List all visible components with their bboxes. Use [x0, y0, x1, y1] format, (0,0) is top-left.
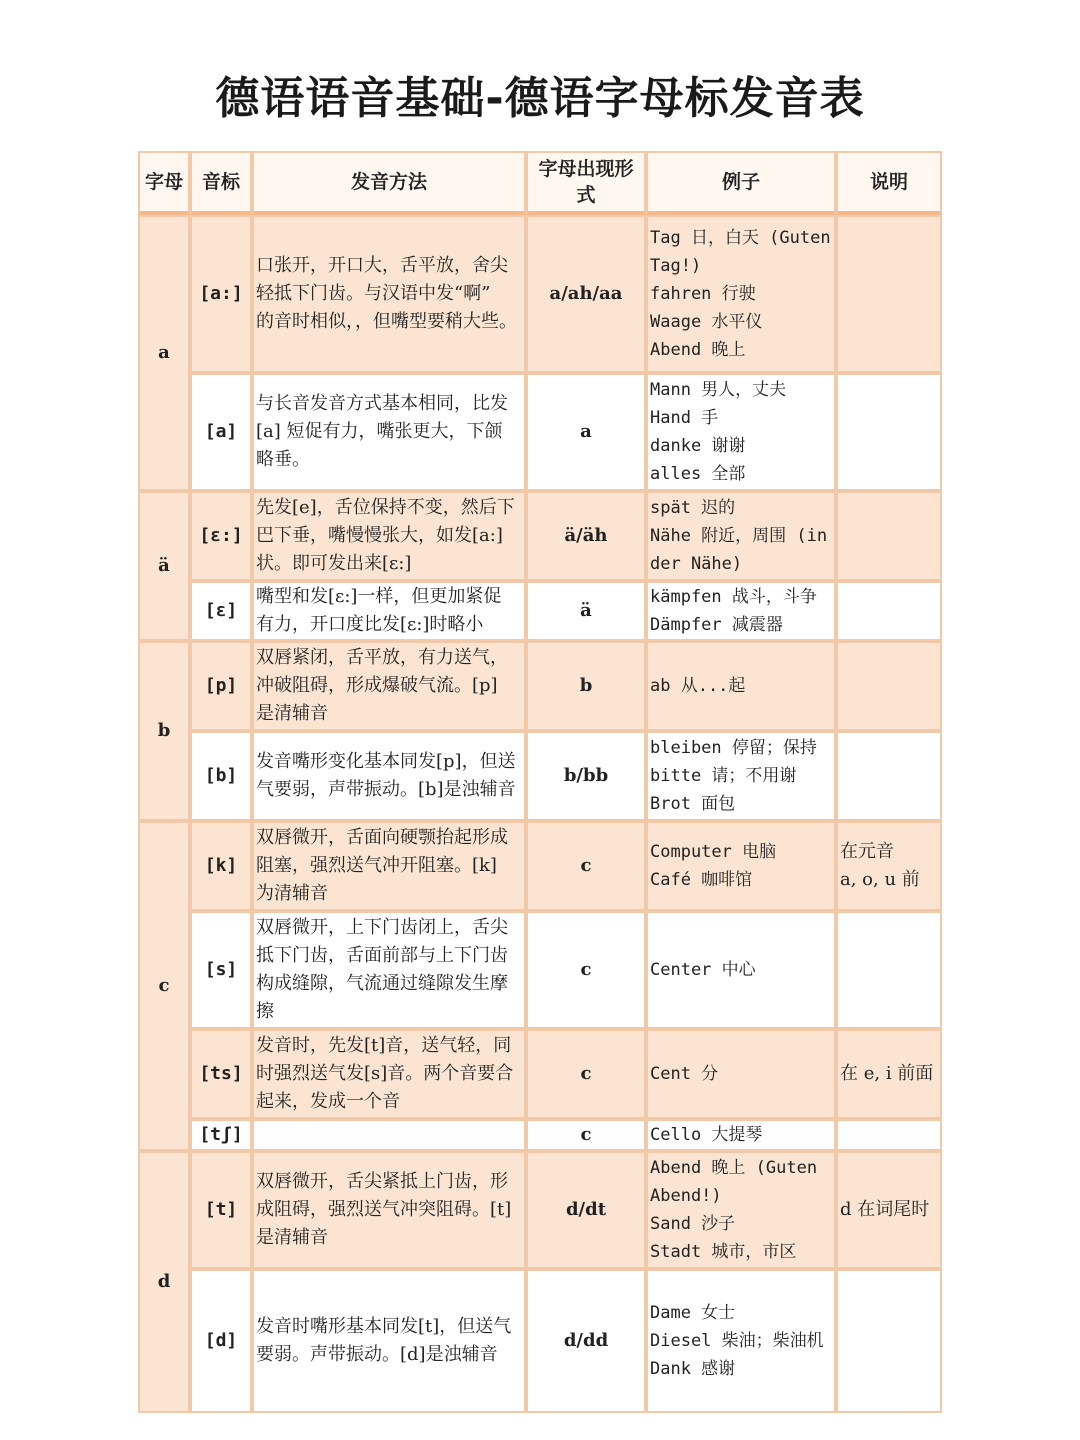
example-line: ab 从...起: [650, 676, 746, 696]
note-cell: [836, 641, 942, 731]
example-line: alles 全部: [650, 464, 746, 484]
method-line: 与长音发音方式基本相同，比发: [256, 393, 508, 414]
table-row: [138, 373, 942, 491]
method-cell: [252, 1119, 526, 1151]
form-cell: d/dd: [526, 1269, 646, 1413]
note-cell: [836, 1029, 942, 1119]
method-line: 阻塞，强烈送气冲开阻塞。[k]: [256, 855, 497, 876]
method-cell: [252, 491, 526, 581]
pronunciation-table: [138, 151, 942, 1413]
form-cell: c: [526, 1119, 646, 1151]
method-line: 有力，开口度比发[ɛ:]时略小: [256, 614, 484, 635]
method-cell: [252, 1029, 526, 1119]
note-cell: [836, 821, 942, 911]
method-line: 双唇微开，上下门齿闭上，舌尖: [256, 917, 508, 938]
example-cell: [646, 1029, 836, 1119]
table-row: [138, 641, 942, 731]
example-line: Dame 女士: [650, 1303, 736, 1323]
method-line: 的音时相似，，但嘴型要稍大些。: [256, 311, 517, 332]
form-cell: d/dt: [526, 1151, 646, 1269]
table-row: [138, 491, 942, 581]
table-row: [138, 821, 942, 911]
method-line: 双唇微开，舌尖紧抵上门齿，形: [256, 1171, 508, 1192]
note-cell: [836, 1151, 942, 1269]
ipa-cell: [a:]: [190, 215, 252, 373]
ipa-cell: [tʃ]: [190, 1119, 252, 1151]
form-cell: b: [526, 641, 646, 731]
note-cell: [836, 911, 942, 1029]
note-line: 在 e, i 前面: [840, 1063, 934, 1084]
method-line: 是清辅音: [256, 703, 328, 724]
ipa-cell: [ɛ:]: [190, 491, 252, 581]
example-line: Abend 晚上 (Guten: [650, 1158, 818, 1178]
method-line: 状。即可发出来[ɛ:]: [256, 553, 412, 574]
method-cell: [252, 911, 526, 1029]
note-cell: [836, 1119, 942, 1151]
table-row: [138, 911, 942, 1029]
method-line: 发音嘴形变化基本同发[p]，但送: [256, 751, 516, 772]
example-cell: [646, 215, 836, 373]
header-form: 字母出现形式: [526, 151, 646, 215]
method-line: 构成缝隙，气流通过缝隙发生摩: [256, 973, 508, 994]
example-line: Diesel 柴油；柴油机: [650, 1331, 824, 1351]
note-line: a, o, u 前: [840, 869, 920, 890]
ipa-cell: [s]: [190, 911, 252, 1029]
example-line: Mann 男人，丈夫: [650, 380, 787, 400]
example-line: Cello 大提琴: [650, 1125, 763, 1145]
method-cell: [252, 641, 526, 731]
example-line: Tag!): [650, 256, 702, 276]
method-line: 巴下垂，嘴慢慢张大，如发[a:]: [256, 525, 503, 546]
example-line: Nähe 附近，周围 (in: [650, 526, 828, 546]
table-row: [138, 581, 942, 641]
letter-cell: b: [138, 641, 190, 821]
note-cell: [836, 215, 942, 373]
example-cell: [646, 911, 836, 1029]
note-cell: [836, 373, 942, 491]
example-line: fahren 行驶: [650, 284, 756, 304]
table-row: [138, 1029, 942, 1119]
example-cell: [646, 1119, 836, 1151]
method-line: 为清辅音: [256, 883, 328, 904]
table-row: [138, 1269, 942, 1413]
method-cell: [252, 581, 526, 641]
table-row: [138, 731, 942, 821]
example-line: Tag 日，白天 (Guten: [650, 228, 831, 248]
ipa-cell: [ɛ]: [190, 581, 252, 641]
method-line: 双唇紧闭，舌平放，有力送气，: [256, 647, 508, 668]
form-cell: c: [526, 1029, 646, 1119]
method-line: 略垂。: [256, 449, 310, 470]
table-row: [138, 1151, 942, 1269]
form-cell: ä/äh: [526, 491, 646, 581]
method-line: 嘴型和发[ɛ:]一样，但更加紧促: [256, 586, 502, 607]
method-cell: [252, 1269, 526, 1413]
example-cell: [646, 641, 836, 731]
example-line: Waage 水平仪: [650, 312, 763, 332]
note-cell: [836, 731, 942, 821]
ipa-cell: [k]: [190, 821, 252, 911]
example-cell: [646, 1269, 836, 1413]
form-cell: b/bb: [526, 731, 646, 821]
method-line: 轻抵下门齿。与汉语中发“啊”: [256, 283, 491, 304]
example-line: Cent 分: [650, 1064, 719, 1084]
header-ipa: 音标: [190, 151, 252, 215]
table-row: [138, 215, 942, 373]
example-line: Abend 晚上: [650, 340, 746, 360]
note-cell: [836, 491, 942, 581]
method-cell: [252, 215, 526, 373]
example-cell: [646, 491, 836, 581]
method-line: [a] 短促有力，嘴张更大，下颌: [256, 421, 503, 442]
page-title: 德语语音基础-德语字母标发音表: [215, 73, 865, 124]
table-header-row: [138, 151, 942, 215]
header-example: 例子: [646, 151, 836, 215]
header-method: 发音方法: [252, 151, 526, 215]
method-cell: [252, 373, 526, 491]
ipa-cell: [b]: [190, 731, 252, 821]
method-line: 发音时，先发[t]音，送气轻，同: [256, 1035, 512, 1056]
example-line: Dank 感谢: [650, 1359, 736, 1379]
example-line: kämpfen 战斗，斗争: [650, 587, 817, 607]
header-note: 说明: [836, 151, 942, 215]
note-line: d 在词尾时: [840, 1199, 930, 1220]
example-line: Hand 手: [650, 408, 719, 428]
example-line: Brot 面包: [650, 794, 736, 814]
ipa-cell: [d]: [190, 1269, 252, 1413]
ipa-cell: [t]: [190, 1151, 252, 1269]
note-cell: [836, 1269, 942, 1413]
method-line: 抵下门齿，舌面前部与上下门齿: [256, 945, 508, 966]
example-line: Dämpfer 减震器: [650, 615, 783, 635]
method-cell: [252, 821, 526, 911]
form-cell: c: [526, 821, 646, 911]
method-line: 是清辅音: [256, 1227, 328, 1248]
letter-cell: a: [138, 215, 190, 491]
header-letter: 字母: [138, 151, 190, 215]
method-line: 起来，发成一个音: [256, 1091, 400, 1112]
form-cell: ä: [526, 581, 646, 641]
example-line: Stadt 城市，市区: [650, 1242, 797, 1262]
note-line: 在元音: [840, 841, 894, 862]
pronunciation-table-container: [138, 151, 942, 1413]
letter-cell: ä: [138, 491, 190, 641]
method-line: 双唇微开，舌面向硬颚抬起形成: [256, 827, 508, 848]
method-line: 先发[e]，舌位保持不变，然后下: [256, 497, 515, 518]
example-line: Abend!): [650, 1186, 722, 1206]
example-line: spät 迟的: [650, 498, 736, 518]
ipa-cell: [p]: [190, 641, 252, 731]
method-cell: [252, 1151, 526, 1269]
form-cell: a: [526, 373, 646, 491]
method-line: 成阻碍，强烈送气冲突阻碍。[t]: [256, 1199, 512, 1220]
form-cell: a/ah/aa: [526, 215, 646, 373]
example-cell: [646, 373, 836, 491]
method-line: 擦: [256, 1001, 274, 1022]
example-line: Café 咖啡馆: [650, 870, 753, 890]
ipa-cell: [ts]: [190, 1029, 252, 1119]
method-line: 气要弱，声带振动。[b]是浊辅音: [256, 779, 516, 800]
example-cell: [646, 1151, 836, 1269]
example-line: der Nähe): [650, 554, 743, 574]
example-line: Center 中心: [650, 960, 756, 980]
method-cell: [252, 731, 526, 821]
example-line: Computer 电脑: [650, 842, 777, 862]
table-row: [138, 1119, 942, 1151]
ipa-cell: [a]: [190, 373, 252, 491]
note-cell: [836, 581, 942, 641]
letter-cell: c: [138, 821, 190, 1151]
method-line: 要弱。声带振动。[d]是浊辅音: [256, 1344, 498, 1365]
method-line: 口张开，开口大，舌平放，舍尖: [256, 255, 508, 276]
example-cell: [646, 821, 836, 911]
method-line: 冲破阻碍，形成爆破气流。[p]: [256, 675, 498, 696]
example-cell: [646, 581, 836, 641]
form-cell: c: [526, 911, 646, 1029]
example-cell: [646, 731, 836, 821]
example-line: Sand 沙子: [650, 1214, 736, 1234]
method-line: 时强烈送气发[s]音。两个音要合: [256, 1063, 514, 1084]
example-line: bitte 请；不用谢: [650, 766, 797, 786]
method-line: 发音时嘴形基本同发[t]，但送气: [256, 1316, 512, 1337]
example-line: danke 谢谢: [650, 436, 746, 456]
letter-cell: d: [138, 1151, 190, 1413]
example-line: bleiben 停留；保持: [650, 738, 817, 758]
